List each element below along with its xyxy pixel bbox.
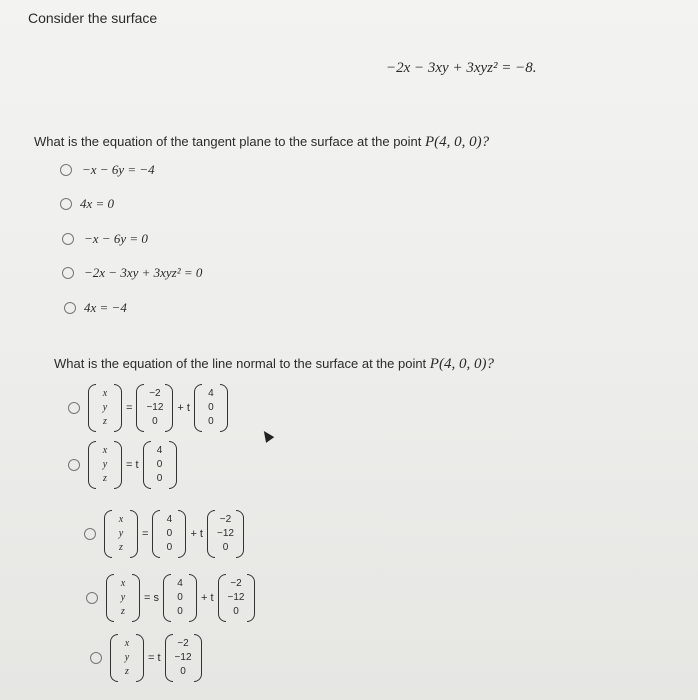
radio-button[interactable] bbox=[68, 402, 80, 414]
vector-entry: 4 bbox=[177, 578, 183, 589]
vector-entry: 0 bbox=[208, 416, 214, 427]
vector-entry: y bbox=[102, 402, 108, 413]
equals-sign: = bbox=[142, 528, 149, 540]
vector-entry: −12 bbox=[174, 652, 192, 663]
parenthesis bbox=[165, 384, 173, 432]
vector-entry: 4 bbox=[166, 514, 173, 525]
radio-button[interactable] bbox=[64, 302, 76, 314]
normal-option-1[interactable] bbox=[68, 384, 228, 432]
vector-entry: −12 bbox=[227, 592, 245, 603]
vector-entry: z bbox=[103, 416, 107, 427]
vector-entry: 0 bbox=[222, 542, 229, 553]
vector-column bbox=[215, 513, 236, 555]
vector-entry: −2 bbox=[149, 388, 161, 399]
gradient-vector bbox=[207, 510, 244, 558]
radio-button[interactable] bbox=[62, 267, 74, 279]
tangent-option-2-label: 4x = 0 bbox=[80, 196, 115, 211]
vector-entry: 4 bbox=[156, 445, 163, 456]
vector-entry: 0 bbox=[156, 473, 163, 484]
vector-entry: x bbox=[120, 578, 126, 589]
vector-entry: y bbox=[118, 528, 124, 539]
vector-entry: −2 bbox=[219, 514, 232, 525]
parenthesis bbox=[88, 384, 96, 432]
xyz-vector bbox=[106, 574, 140, 622]
point-vector bbox=[163, 574, 197, 622]
normal-option-2[interactable] bbox=[68, 441, 177, 489]
vector-entry: 4 bbox=[208, 388, 214, 399]
parenthesis bbox=[132, 574, 140, 622]
vector-entry: z bbox=[103, 473, 107, 484]
vector-entry: 0 bbox=[156, 459, 163, 470]
plus-t: + t bbox=[190, 528, 203, 540]
parenthesis bbox=[114, 384, 122, 432]
parenthesis bbox=[236, 510, 244, 558]
vector-column bbox=[96, 444, 114, 486]
radio-button[interactable] bbox=[68, 459, 80, 471]
vector-entry: z bbox=[119, 542, 123, 553]
parenthesis bbox=[189, 574, 197, 622]
vector-entry: y bbox=[102, 459, 108, 470]
parenthesis bbox=[136, 634, 144, 682]
normal-option-4[interactable] bbox=[86, 574, 255, 622]
question-tangent-plane bbox=[34, 134, 489, 151]
point-vector bbox=[194, 384, 228, 432]
tangent-option-4-label: −2x − 3xy + 3xyz² = 0 bbox=[84, 265, 203, 280]
vector-entry: −12 bbox=[216, 528, 234, 539]
vector-entry: 0 bbox=[180, 666, 186, 677]
equals-t: = t bbox=[148, 652, 161, 664]
vector-column bbox=[118, 637, 136, 679]
vector-entry: 0 bbox=[177, 606, 183, 617]
plus-t: + t bbox=[177, 402, 190, 414]
normal-option-5[interactable] bbox=[90, 634, 202, 682]
parenthesis bbox=[130, 510, 138, 558]
vector-entry: x bbox=[124, 638, 130, 649]
question-tangent-plane-text: What is the equation of the tangent plane to the surface at the point bbox=[34, 134, 422, 149]
vector-entry: −2 bbox=[230, 578, 242, 589]
plus-t: + t bbox=[200, 592, 214, 604]
equals-t: = t bbox=[126, 459, 139, 471]
vector-entry: x bbox=[102, 388, 108, 399]
vector-column bbox=[144, 387, 165, 429]
question-normal-line-text: What is the equation of the line normal to the surface at the point bbox=[54, 356, 427, 371]
parenthesis bbox=[143, 441, 151, 489]
parenthesis bbox=[165, 634, 173, 682]
parenthesis bbox=[110, 634, 118, 682]
parenthesis bbox=[163, 574, 171, 622]
surface-equation: −2x − 3xy + 3xyz² = −8. bbox=[386, 60, 537, 76]
vector-column bbox=[96, 387, 114, 429]
parenthesis bbox=[218, 574, 226, 622]
equals-s: = s bbox=[144, 592, 159, 604]
tangent-option-5-label: 4x = −4 bbox=[84, 300, 127, 315]
parenthesis bbox=[88, 441, 96, 489]
vector-entry: 0 bbox=[233, 606, 239, 617]
vector-entry: −2 bbox=[177, 638, 189, 649]
tangent-option-3-label: −x − 6y = 0 bbox=[84, 231, 148, 246]
vector-column bbox=[226, 577, 247, 619]
parenthesis bbox=[169, 441, 177, 489]
vector-column bbox=[160, 513, 178, 555]
vector-column bbox=[112, 513, 130, 555]
vector-column bbox=[114, 577, 132, 619]
vector-entry: y bbox=[124, 652, 130, 663]
parenthesis bbox=[114, 441, 122, 489]
vector-entry: 0 bbox=[152, 416, 158, 427]
vector-entry: 0 bbox=[166, 528, 173, 539]
vector-entry: z bbox=[125, 666, 129, 677]
mouse-cursor-icon bbox=[260, 428, 275, 443]
vector-entry: 0 bbox=[208, 402, 214, 413]
intro-text: Consider the surface bbox=[28, 10, 158, 26]
parenthesis bbox=[104, 510, 112, 558]
gradient-vector bbox=[165, 634, 202, 682]
parenthesis bbox=[194, 384, 202, 432]
tangent-option-4[interactable] bbox=[62, 265, 202, 281]
xyz-vector bbox=[88, 384, 122, 432]
vector-column bbox=[151, 444, 169, 486]
parenthesis bbox=[207, 510, 215, 558]
question-normal-line-point: P(4, 0, 0)? bbox=[429, 356, 494, 372]
radio-button[interactable] bbox=[86, 592, 98, 604]
tangent-option-3[interactable] bbox=[62, 231, 148, 247]
radio-button[interactable] bbox=[60, 164, 72, 176]
gradient-vector bbox=[218, 574, 255, 622]
question-tangent-plane-point: P(4, 0, 0)? bbox=[425, 134, 490, 150]
parenthesis bbox=[178, 510, 186, 558]
vector-column bbox=[171, 577, 189, 619]
vector-entry: y bbox=[120, 592, 126, 603]
radio-button[interactable] bbox=[62, 233, 74, 245]
radio-button[interactable] bbox=[84, 528, 96, 540]
vector-entry: x bbox=[118, 514, 124, 525]
tangent-option-1[interactable] bbox=[60, 162, 155, 178]
parenthesis bbox=[247, 574, 255, 622]
question-normal-line bbox=[54, 356, 494, 373]
parenthesis bbox=[194, 634, 202, 682]
vector-column bbox=[202, 387, 220, 429]
vector-entry: z bbox=[121, 606, 125, 617]
vector-column bbox=[173, 637, 194, 679]
radio-button[interactable] bbox=[60, 198, 72, 210]
tangent-option-1-label: −x − 6y = −4 bbox=[82, 162, 155, 177]
parenthesis bbox=[152, 510, 160, 558]
tangent-option-2[interactable] bbox=[60, 196, 114, 212]
parenthesis bbox=[106, 574, 114, 622]
parenthesis bbox=[136, 384, 144, 432]
vector-entry: x bbox=[102, 445, 108, 456]
normal-option-3[interactable] bbox=[84, 510, 244, 558]
vector-entry: 0 bbox=[177, 592, 183, 603]
point-vector bbox=[143, 441, 177, 489]
point-vector bbox=[152, 510, 186, 558]
parenthesis bbox=[220, 384, 228, 432]
vector-entry: −12 bbox=[146, 402, 164, 413]
xyz-vector bbox=[104, 510, 138, 558]
gradient-vector bbox=[136, 384, 173, 432]
tangent-option-5[interactable] bbox=[64, 300, 127, 316]
vector-entry: 0 bbox=[166, 542, 173, 553]
radio-button[interactable] bbox=[90, 652, 102, 664]
xyz-vector bbox=[110, 634, 144, 682]
xyz-vector bbox=[88, 441, 122, 489]
equals-sign: = bbox=[126, 402, 133, 414]
